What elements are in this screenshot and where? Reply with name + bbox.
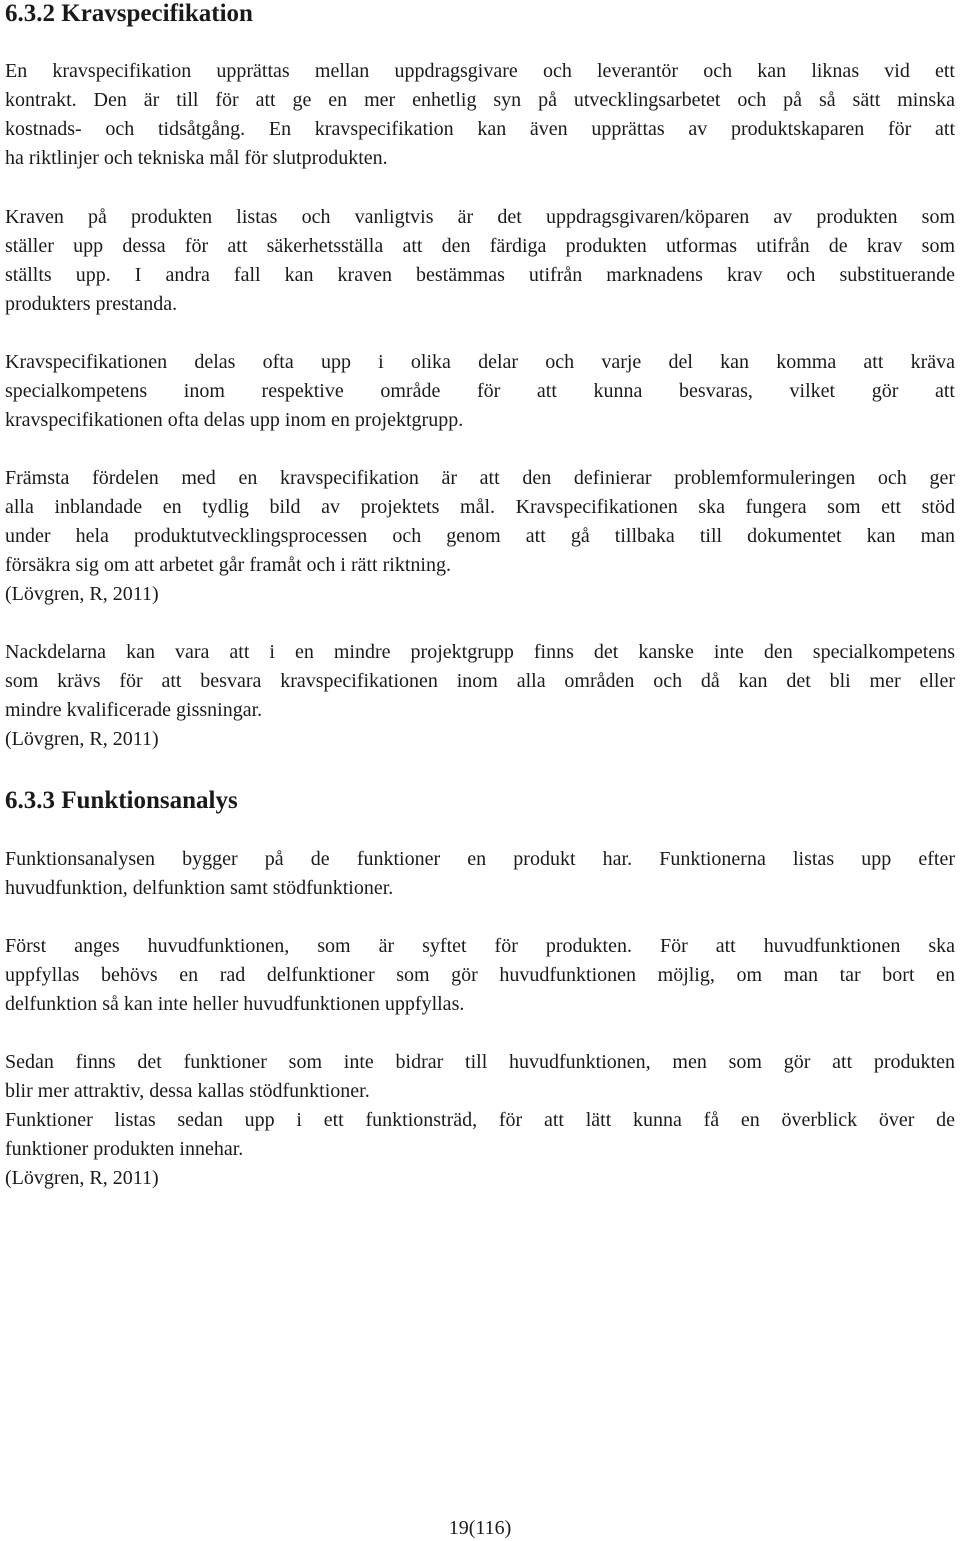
citation: (Lövgren, R, 2011) [5, 583, 159, 605]
text-line: kravspecifikationen ofta delas upp inom en projektgrupp. [5, 409, 464, 431]
text-line: Funktionsanalysen bygger på de funktioner en produkt har. Funktionerna listas upp efter [5, 848, 955, 870]
paragraph-kravspec-fordel [5, 464, 955, 609]
text-line: som krävs för att besvara kravspecifikationen inom alla områden och då kan det bli mer eller [5, 670, 955, 692]
paragraph-kravspec-nackdel [5, 638, 955, 754]
paragraph-kravspec-delar [5, 348, 955, 435]
page-number: 19(116) [448, 1517, 512, 1539]
paragraph-kravspec-intro [5, 57, 955, 173]
text-line: Kraven på produkten listas och vanligtvis är det uppdragsgivaren/köparen av produkten som [5, 206, 955, 228]
text-line: delfunktion så kan inte heller huvudfunktionen uppfyllas. [5, 993, 465, 1015]
paragraph-funktion-intro [5, 845, 955, 903]
text-line: uppfyllas behövs en rad delfunktioner som gör huvudfunktionen möjlig, om man tar bort en [5, 964, 955, 986]
text-line: ställer upp dessa för att säkerhetsställa att den färdiga produkten utformas utifrån de krav som [5, 235, 955, 257]
text-line: kostnads- och tidsåtgång. En kravspecifikation kan även upprättas av produktskaparen för att [5, 118, 955, 140]
text-line: mindre kvalificerade gissningar. [5, 699, 263, 721]
text-line: försäkra sig om att arbetet går framåt och i rätt riktning. [5, 554, 451, 576]
section-heading-kravspecifikation: 6.3.2 Kravspecifikation [5, 0, 253, 27]
text-line: under hela produktutvecklingsprocessen och genom att gå tillbaka till dokumentet kan man [5, 525, 955, 547]
text-line: Först anges huvudfunktionen, som är syftet för produkten. För att huvudfunktionen ska [5, 935, 955, 957]
text-line: funktioner produkten innehar. [5, 1138, 244, 1160]
section-heading-funktionsanalys: 6.3.3 Funktionsanalys [5, 787, 238, 814]
paragraph-funktion-huvud [5, 932, 955, 1019]
text-line: Sedan finns det funktioner som inte bidrar till huvudfunktionen, men som gör att produkten [5, 1051, 955, 1073]
citation: (Lövgren, R, 2011) [5, 1167, 159, 1189]
paragraph-funktion-stod [5, 1048, 955, 1193]
text-line: Nackdelarna kan vara att i en mindre projektgrupp finns det kanske inte den specialkompetens [5, 641, 955, 663]
text-line: ställts upp. I andra fall kan kraven bestämmas utifrån marknadens krav och substituerande [5, 264, 955, 286]
text-line: huvudfunktion, delfunktion samt stödfunktioner. [5, 877, 394, 899]
text-line: alla inblandade en tydlig bild av projektets mål. Kravspecifikationen ska fungera som ett stöd [5, 496, 955, 518]
text-line: kontrakt. Den är till för att ge en mer enhetlig syn på utvecklingsarbetet och på så sätt minska [5, 89, 955, 111]
text-line: Kravspecifikationen delas ofta upp i olika delar och varje del kan komma att kräva [5, 351, 955, 373]
text-line: En kravspecifikation upprättas mellan uppdragsgivare och leverantör och kan liknas vid ett [5, 60, 955, 82]
text-line: Funktioner listas sedan upp i ett funktionsträd, för att lätt kunna få en överblick över de [5, 1109, 955, 1131]
text-line: produkters prestanda. [5, 293, 178, 315]
text-line: blir mer attraktiv, dessa kallas stödfunktioner. [5, 1080, 370, 1102]
citation: (Lövgren, R, 2011) [5, 728, 159, 750]
text-line: specialkompetens inom respektive område för att kunna besvaras, vilket gör att [5, 380, 955, 402]
paragraph-kravspec-krav [5, 203, 955, 319]
text-line: ha riktlinjer och tekniska mål för slutprodukten. [5, 147, 388, 169]
text-line: Främsta fördelen med en kravspecifikation är att den definierar problemformuleringen och ger [5, 467, 955, 489]
